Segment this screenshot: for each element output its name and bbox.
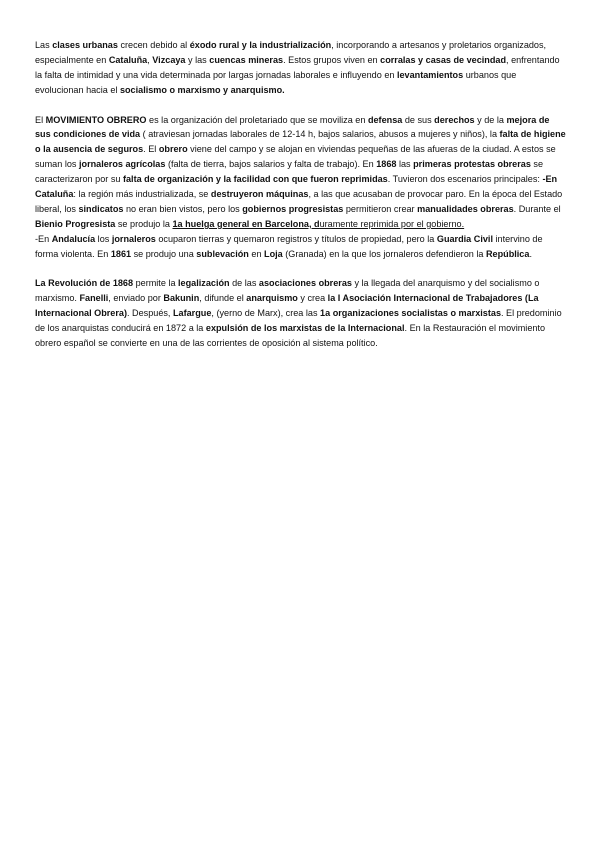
text-run: . — [529, 248, 532, 259]
bold-text: sindicatos — [78, 203, 124, 214]
text-run: no eran bien vistos, pero los — [123, 203, 243, 214]
text-run: crecen debido al — [117, 40, 190, 50]
bold-text: -En Cataluña — [35, 174, 558, 200]
text-run: -En — [35, 233, 52, 244]
bold-text: La Revolución de 1868 — [35, 278, 134, 289]
bold-text: primeras protestas obreras — [413, 159, 531, 170]
bold-text: falta de organización y la facilidad con que fueron reprimidas — [122, 174, 388, 185]
text-run: es la organización del proletariado que se moviliza en — [146, 114, 368, 125]
text-run: de sus — [402, 114, 435, 125]
bold-text: Bakunin — [163, 293, 200, 304]
bold-text: socialismo o marxismo y anarquismo. — [119, 84, 285, 95]
text-run: los — [95, 233, 112, 244]
bold-text: mejora de sus condiciones de vida — [35, 114, 550, 140]
text-run: , — [147, 54, 153, 65]
bold-text: éxodo rural y la industrialización — [189, 40, 332, 50]
bold-text: MOVIMIENTO OBRERO — [45, 114, 147, 125]
bold-text: Loja — [264, 248, 283, 259]
bold-text: manualidades obreras — [417, 203, 514, 214]
text-run: . Tuvieron dos escenarios principales: — [387, 174, 543, 185]
bold-text: expulsión de los marxistas de la Internacional — [205, 323, 405, 334]
bold-text: levantamientos — [396, 69, 464, 80]
bold-text: jornaleros — [111, 233, 156, 244]
text-run: . El predominio de los anarquistas conducirá en 1872 a la — [35, 308, 562, 334]
text-run: y la llegada del anarquismo y del socialismo o marxismo. — [35, 278, 540, 304]
bold-text: República — [485, 248, 530, 259]
bold-text: Andalucía — [51, 233, 96, 244]
text-run: urbanos que evolucionan hacia el — [35, 69, 517, 95]
text-run: se produjo la — [115, 218, 173, 229]
bold-text: sublevación — [196, 248, 249, 259]
bold-text: Vizcaya — [152, 54, 186, 65]
text-run: : la región más industrializada, se — [73, 189, 211, 200]
bold-text: clases urbanas — [52, 40, 118, 50]
text-run: , enfrentando la falta de intimidad y una vida determinada por largas jornadas laborales e influyendo en — [35, 54, 560, 80]
text-run: y de la — [474, 114, 507, 125]
bold-text: gobiernos progresistas — [242, 203, 344, 214]
bold-text: Cataluña — [108, 54, 148, 65]
bold-text: Bienio Progresista — [35, 218, 116, 229]
text-run: (falta de tierra, bajos salarios y falta de trabajo). En — [165, 159, 377, 170]
text-run: , (yerno de Marx), crea las — [211, 308, 321, 319]
bold-text: 1a organizaciones socialistas o marxistas — [320, 308, 501, 319]
bold-text: legalización — [178, 278, 230, 289]
text-run: . El — [143, 144, 159, 155]
text-run: se caracterizaron por su — [35, 159, 544, 185]
bold-text: Lafargue — [172, 308, 212, 319]
bold-text: 1a huelga general en Barcelona, d — [172, 218, 320, 229]
text-run: permite la — [133, 278, 179, 289]
bold-text: destruyeron máquinas — [210, 189, 309, 200]
text-run: , incorporando a artesanos y proletarios organizados, especialmente en — [35, 40, 547, 65]
bold-text: defensa — [367, 114, 403, 125]
text-run: intervino de forma violenta. En — [35, 233, 543, 259]
bold-text: 1861 — [110, 248, 132, 259]
text-run: ( atraviesan jornadas laborales de 12-14 h, bajos salarios, abusos a mujeres y niños), la — [140, 129, 500, 140]
text-run: y crea — [297, 293, 328, 304]
text-run: de las — [229, 278, 259, 289]
text-run: en — [248, 248, 265, 259]
paragraph-clases-urbanas — [35, 38, 566, 98]
text-run: . Durante el — [513, 203, 561, 214]
text-run: y las — [185, 54, 210, 65]
paragraph-movimiento-obrero — [35, 113, 566, 232]
text-run: . Después, — [126, 308, 173, 319]
text-run: se produjo una — [131, 248, 197, 259]
text-run: las — [396, 159, 414, 170]
paragraph-revolucion-1868 — [35, 276, 566, 351]
text-run: (Granada) en la que los jornaleros defendieron la — [282, 248, 486, 259]
bold-text: anarquismo — [246, 293, 298, 304]
text-run: permitieron crear — [343, 203, 418, 214]
bold-text: asociaciones obreras — [258, 278, 352, 289]
text-run: ocuparon tierras y quemaron registros y títulos de propiedad, pero la — [155, 233, 437, 244]
text-run: . Estos grupos viven en — [283, 54, 381, 65]
bold-text: falta de higiene o la ausencia de seguros — [35, 129, 566, 155]
bold-text: jornaleros agrícolas — [78, 159, 166, 170]
text-run: , difunde el — [199, 293, 247, 304]
paragraph-gap — [35, 98, 566, 113]
bold-text: Guardia Civil — [436, 233, 493, 244]
paragraph-andalucia — [35, 232, 566, 262]
bold-text: 1868 — [376, 159, 397, 170]
text-run: viene del campo y se alojan en viviendas pequeñas de las afueras de la ciudad. A estos se suman los — [35, 144, 556, 170]
text-run: , a las que acusaban de provocar paro. En la época del Estado liberal, los — [35, 189, 563, 214]
text-run: El — [35, 114, 46, 125]
bold-text: derechos — [434, 114, 475, 125]
bold-text: la I Asociación Internacional de Trabajadores (La Internacional Obrera) — [35, 293, 539, 319]
paragraph-gap — [35, 262, 566, 277]
text-run: . En la Restauración el movimiento obrero español se convierte en una de las corrientes de oposición al sistema político. — [35, 323, 546, 349]
text-run: uramente reprimida por el gobierno. — [319, 218, 465, 229]
bold-text: cuencas mineras — [209, 54, 284, 65]
text-run: , enviado por — [108, 293, 164, 304]
bold-text: obrero — [158, 144, 188, 155]
bold-text: corralas y casas de vecindad — [380, 54, 507, 65]
text-run: Las — [35, 40, 53, 50]
bold-text: Fanelli — [79, 293, 109, 304]
